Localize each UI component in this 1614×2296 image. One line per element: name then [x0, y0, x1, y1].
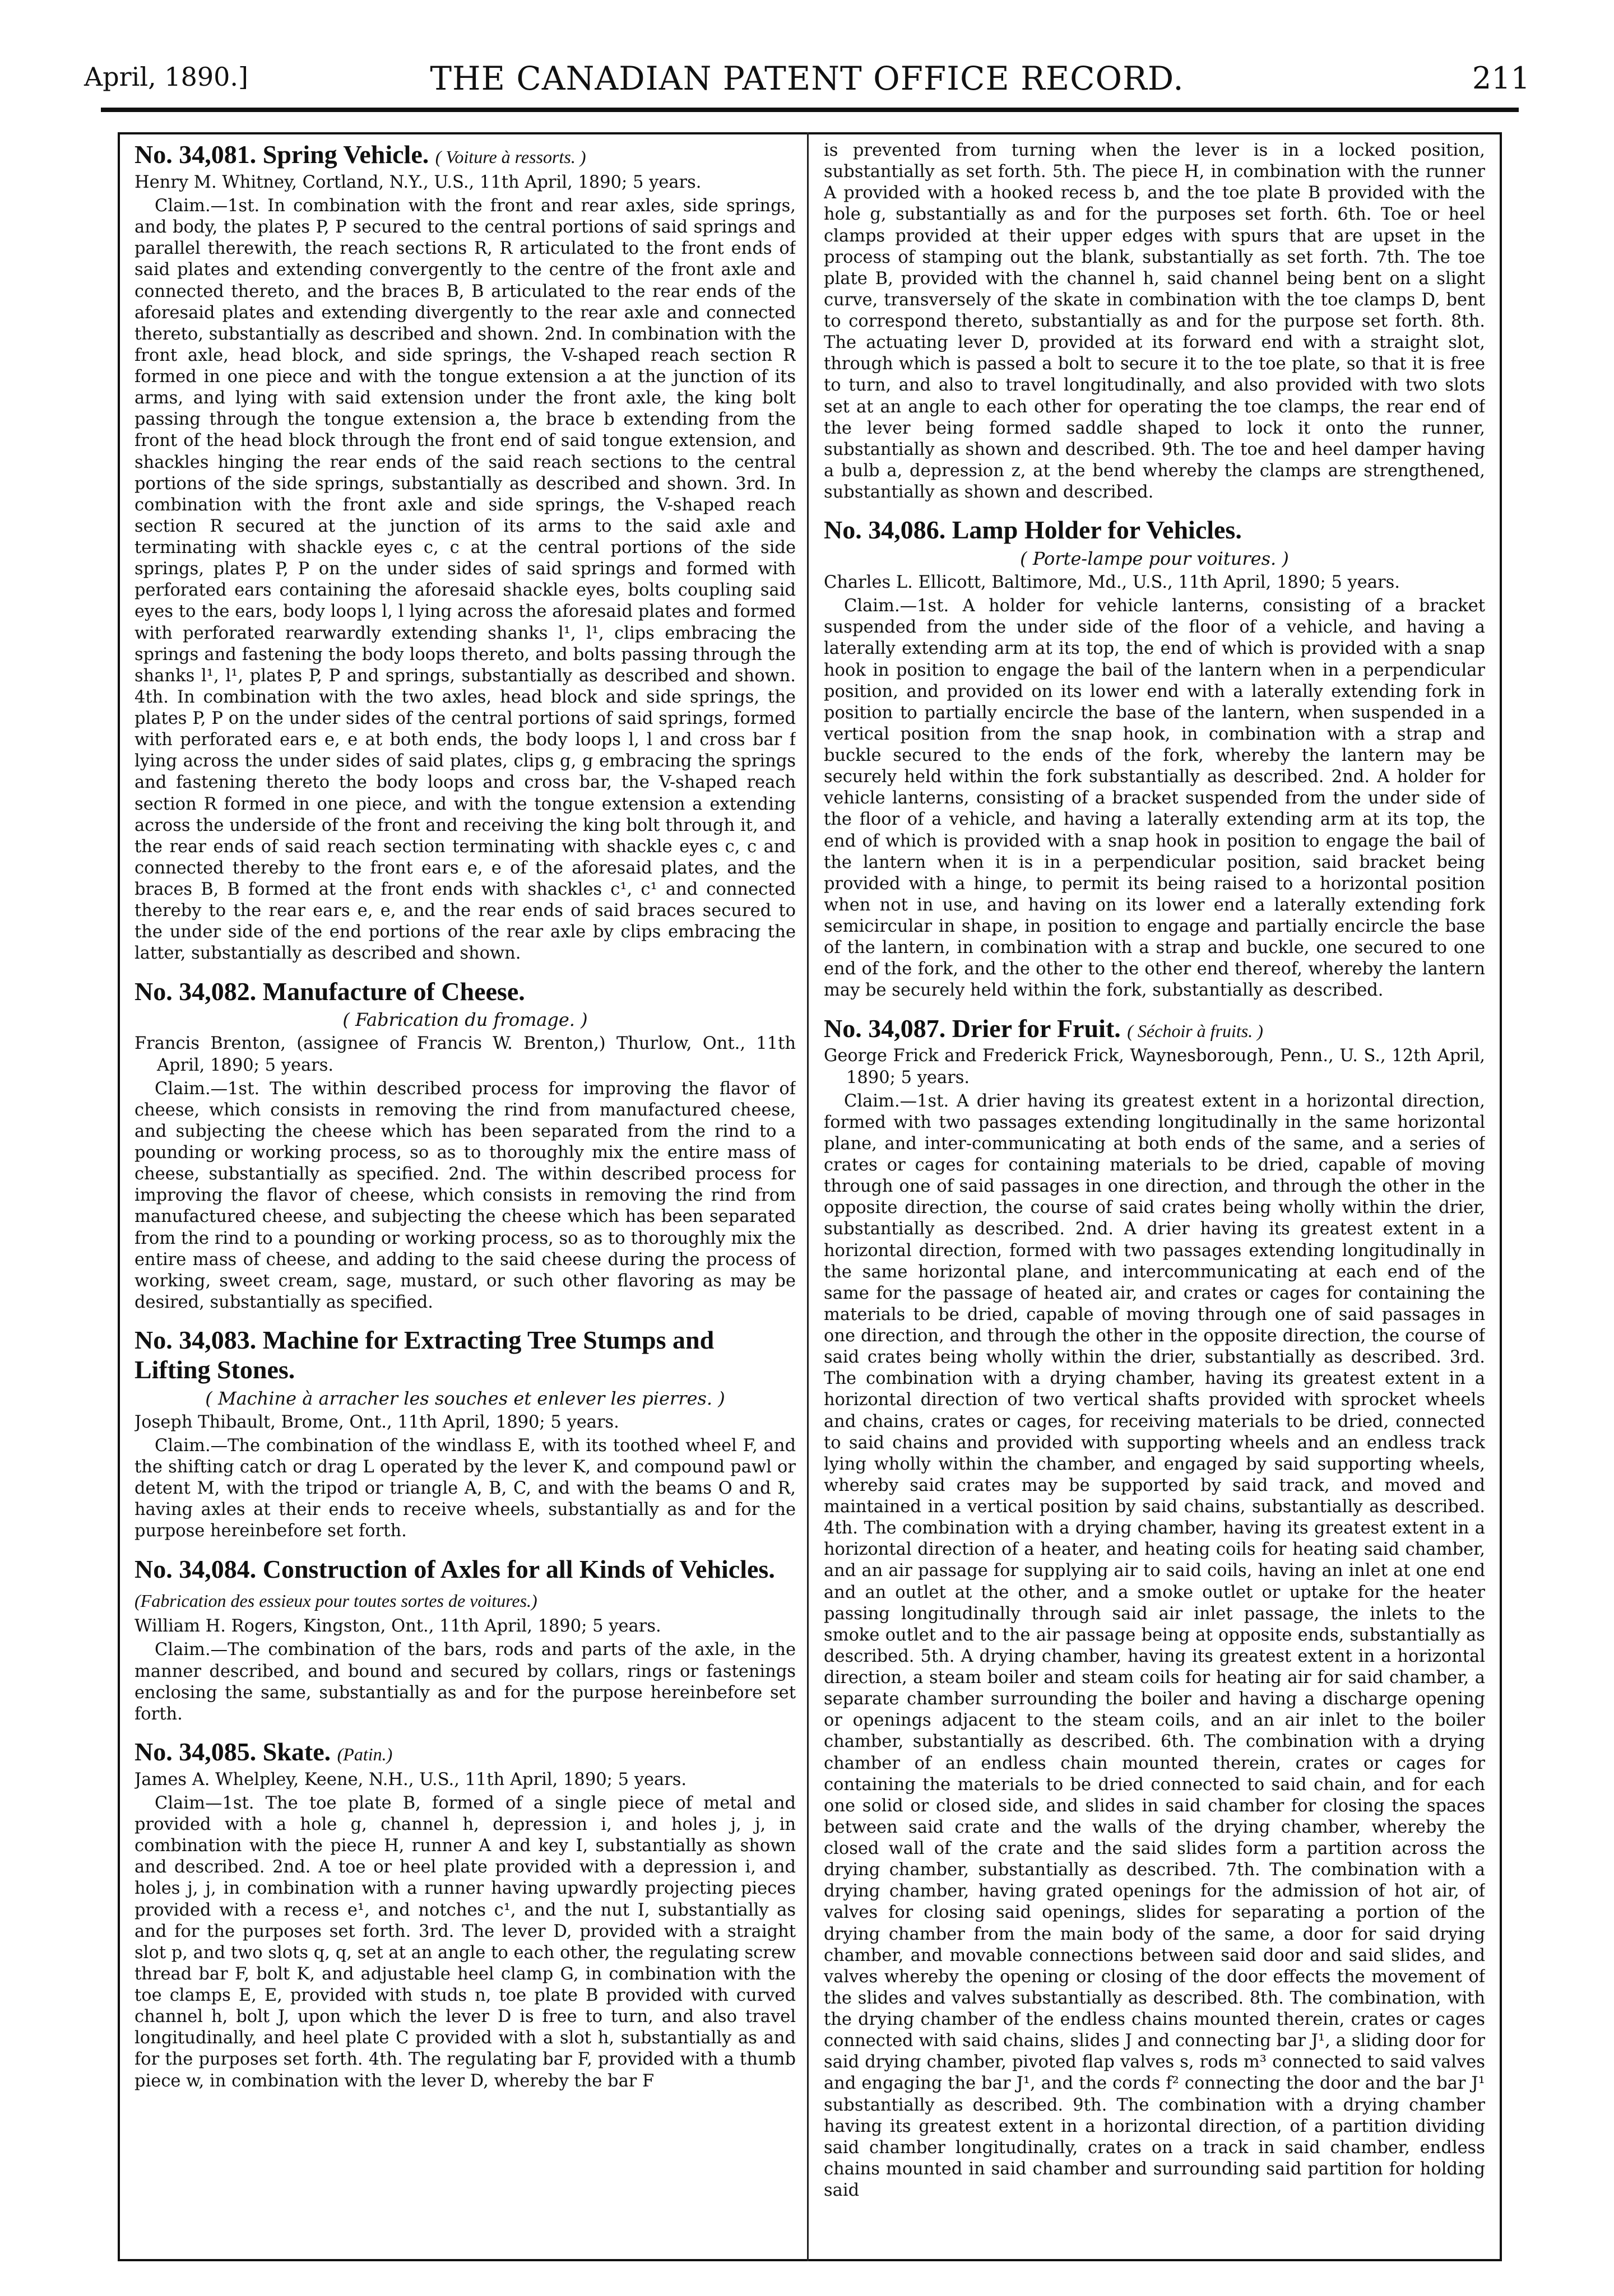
patent-title: Drier for Fruit. — [952, 1014, 1121, 1043]
inventor-line: James A. Whelpley, Keene, N.H., U.S., 11th April, 1890; 5 years. — [134, 1769, 687, 1790]
french-title: ( Fabrication du fromage. ) — [342, 1009, 588, 1031]
french-title: ( Porte-lampe pour voitures. ) — [1020, 548, 1289, 570]
inventor-line: William H. Rogers, Kingston, Ont., 11th April, 1890; 5 years. — [134, 1616, 661, 1637]
claim-text: Claim.—1st. A holder for vehicle lanterns, consisting of a bracket suspended from the under side of the floor of a vehicle, and having a laterally extending arm at its top, the end of which is provided with a snap hook in position to engage the bail of the lantern when in a perpendicular position, and provided on its lower end with a laterally extending fork in position to partially encircle the base of the lantern, when suspended in a vertical position from the snap hook, in combination with a strap and buckle secured to the ends of the fork, whereby the lantern may be securely held within the fork substantially as described. 2nd. A holder for vehicle lanterns, consisting of a bracket suspended from the under side of the floor of a vehicle, and having a laterally extending arm at its top, the end of which is provided with a snap hook in position to engage the bail of the lantern when it is in a perpendicular position, said bracket being provided with a hinge, to permit its being raised to a horizontal position when not in use, and having on its lower end a laterally extending fork semicircular in shape, in position to engage and partially encircle the base of the lantern, in combination with a strap and buckle, one secured to one end of the fork, and the other to the other end thereof, whereby the lantern may be securely held within the fork, substantially as described. — [824, 596, 1485, 1001]
patent-number: No. 34,082. — [134, 977, 257, 1006]
inventor-line: Joseph Thibault, Brome, Ont., 11th April, 1890; 5 years. — [134, 1412, 619, 1432]
patent-number: No. 34,084. — [134, 1554, 257, 1583]
inventor-line: Henry M. Whitney, Cortland, N.Y., U.S., 11th April, 1890; 5 years. — [134, 172, 702, 192]
patent-title: Machine for Extracting Tree Stumps and Lifting Stones. — [134, 1326, 715, 1384]
left-column — [134, 140, 796, 2252]
french-title: ( Séchoir à fruits. ) — [1127, 1020, 1263, 1041]
patent-title: Skate. — [262, 1737, 331, 1766]
inventor-line: Francis Brenton, (assignee of Francis W. Brenton,) Thurlow, Ont., 11th April, 1890; 5 years. — [134, 1034, 796, 1075]
patent-number: No. 34,086. — [824, 515, 946, 545]
entry-heading — [134, 140, 796, 170]
patent-number: No. 34,085. — [134, 1737, 257, 1766]
entry-heading — [134, 977, 796, 1007]
french-title: (Fabrication des essieux pour toutes sortes de voitures.) — [134, 1591, 537, 1611]
patent-entry — [134, 977, 796, 1314]
patent-title: Construction of Axles for all Kinds of Vehicles. — [262, 1554, 775, 1583]
column-divider — [807, 132, 809, 2261]
patent-entry — [824, 1014, 1485, 2202]
entry-heading — [134, 1555, 796, 1614]
page-header — [84, 56, 1530, 101]
claim-text: is prevented from turning when the lever is in a locked position, substantially as set forth. 5th. The piece H, in combination with the runner A provided with a hooked recess b, and the toe plate B provided with the hole g, substantially as and for the purposes set forth. 6th. Toe or heel clamps provided at their upper edges with spurs that are upset in the process of stamping out the blank, substantially as set forth. 7th. The toe plate B, provided with the channel h, said channel being bent on a slight curve, transversely of the skate in combination with the toe clamps D, bent to correspond thereto, substantially as and for the purpose set forth. 8th. The actuating lever D, provided at its forward end with a straight slot, through which is passed a bolt to secure it to the toe plate, so that it is free to turn, and also to travel longitudinally, and also provided with two slots set at an angle to each other for operating the toe clamps, the rear end of the lever being formed saddle shaped to lock it onto the runner, substantially as shown and described. 9th. The toe and heel damper having a bulb a, depression z, at the bend whereby the clamps are strengthened, substantially as shown and described. — [824, 141, 1485, 502]
inventor-line: George Frick and Frederick Frick, Waynesborough, Penn., U. S., 12th April, 1890; 5 years. — [824, 1046, 1485, 1087]
patent-title: Lamp Holder for Vehicles. — [952, 515, 1242, 545]
claim-text: Claim.—The combination of the bars, rods and parts of the axle, in the manner described, and bound and secured by collars, rings or fastenings enclosing the same, substantially as and for the purpose hereinbefore set forth. — [134, 1640, 796, 1724]
claim-text: Claim.—1st. The within described process for improving the flavor of cheese, which consists in removing the rind from manufactured cheese, and subjecting the cheese which has been separated from the rind to a pounding or working process, so as to thoroughly mix the entire mass of cheese, substantially as specified. 2nd. The within described process for improving the flavor of cheese, which consists in removing the rind from manufactured cheese, and subjecting the cheese which has been separated from the rind to a pounding or working process, so as to thoroughly mix the entire mass of cheese, and adding to the said cheese during the process of working, sweet cream, sage, mustard, or such other flavoring as may be desired, substantially as specified. — [134, 1079, 796, 1312]
patent-entry — [134, 1555, 796, 1725]
patent-title: Manufacture of Cheese. — [262, 977, 525, 1006]
right-column — [824, 140, 1485, 2252]
claim-text: Claim.—1st. A drier having its greatest extent in a horizontal direction, formed with two passages extending longitudinally in the same horizontal plane, and inter-communicating at both ends of the same, and a series of crates or cages for containing materials to be dried, capable of moving through one of said passages in one direction, and through the other in the opposite direction, the course of said crates being wholly within the drier, substantially as described. 2nd. A drier having its greatest extent in a horizontal direction, formed with two passages extending longitudinally in the same horizontal plane, and intercommunicating at each end of the same for the passage of heated air, and crates or cages for containing the materials to be dried, capable of moving through one of said passages in one direction, and through the other in the opposite direction, the course of said crates being wholly within the drier, substantially as described. 3rd. The combination with a drying chamber, having its greatest extent in a horizontal direction of two vertical shafts provided with sprocket wheels and chains, crates or cages, for receiving materials to be dried, connected to said chains and provided with supporting wheels and an endless track lying wholly within the chamber, and engaged by said supporting wheels, whereby said crates may be supported by said track, and moved and maintained in a vertical position by said chains, substantially as described. 4th. The combination with a drying chamber, having its greatest extent in a horizontal direction of a heater, and heating coils for heating said chamber, and an air passage for supplying air to said coils, having an inlet at one end and an outlet at the other, and a smoke outlet or uptake for the heater passing longitudinally through said air inlet passage, the inlets to the smoke outlet and to the air passage being at opposite ends, substantially as described. 5th. A drying chamber, having its greatest extent in a horizontal direction, a steam boiler and steam coils for heating air for said chamber, a separate chamber surrounding the boiler and having a discharge opening or openings adjacent to the steam coils, and an air inlet to the boiler chamber, substantially as described. 6th. The combination with a drying chamber of an endless chain mounted therein, crates or cages for containing the materials to be dried connected to said chain, and for each one solid or closed side, and slides in said chamber for closing the spaces between said crate and the walls of the drying chamber, whereby the closed wall of the crate and the said slides form a partition across the drying chamber, substantially as described. 7th. The combination with a drying chamber, having grated openings for the admission of hot air, of valves for closing said openings, slides for separating a portion of the drying chamber from the main body of the same, a door for said drying chamber, and movable connections between said door and said slides, and valves whereby the opening or closing of the door effects the movement of the slides and valves substantially as described. 8th. The combination, with the drying chamber of the endless chains mounted therein, crates or cages connected with said chains, slides J and connecting bar J¹, a sliding door for said drying chamber, pivoted flap valves s, rods m³ connected to said valves and engaging the bar J¹, and the cords f² connecting the door and the bar J¹ substantially as described. 9th. The combination with a drying chamber having its greatest extent in a horizontal direction, of a partition dividing said chamber longitudinally, crates on a track in said chamber, endless chains mounted in said chamber and surrounding said partition for holding said — [824, 1091, 1485, 2201]
patent-number: No. 34,087. — [824, 1014, 946, 1043]
patent-number: No. 34,081. — [134, 140, 257, 169]
entry-heading — [134, 1737, 796, 1767]
entry-heading — [134, 1326, 796, 1385]
header-date: April, 1890.] — [84, 62, 248, 92]
page-number: 211 — [1472, 61, 1530, 96]
claim-text: Claim.—The combination of the windlass E, with its toothed wheel F, and the shifting catch or drag L operated by the lever K, and compound pawl or detent M, with the tripod or triangle A, B, C, and with the beams O and R, having axles at their ends to receive wheels, substantially as and for the purpose hereinbefore set forth. — [134, 1435, 796, 1541]
patent-entry-continued — [824, 140, 1485, 503]
header-title: THE CANADIAN PATENT OFFICE RECORD. — [430, 59, 1184, 97]
french-title: (Patin.) — [337, 1744, 393, 1764]
patent-entry — [134, 1326, 796, 1542]
inventor-line: Charles L. Ellicott, Baltimore, Md., U.S., 11th April, 1890; 5 years. — [824, 573, 1400, 593]
header-rule — [101, 108, 1519, 112]
claim-text: Claim.—1st. In combination with the front and rear axles, side springs, and body, the plates P, P secured to the central portions of said springs and parallel therewith, the reach sections R, R articulated to the front ends of said plates and extending convergently to the centre of the front axle and connected thereto, and the braces B, B articulated to the rear ends of the aforesaid plates and extending divergently to the rear axle and connected thereto, substantially as described and shown. 2nd. In combination with the front axle, head block, and side springs, the V-shaped reach section R formed in one piece and with the tongue extension a at the junction of its arms, and lying with said extension under the front axle, the king bolt passing through the tongue extension a, the brace b extending from the front of the head block through the front end of said tongue extension, and shackles hinging the rear ends of the said reach sections to the central portions of the side springs, substantially as described and shown. 3rd. In combination with the front axle and side springs, the V-shaped reach section R secured at the junction of its arms to the said axle and terminating with shackle eyes c, c at the central portions of the side springs, plates P, P on the under sides of said springs and formed with perforated ears containing the aforesaid shackle eyes, bolts coupling said eyes to the ears, body loops l, l lying across the aforesaid plates and formed with perforated rearwardly extending shanks l¹, l¹, clips embracing the springs and fastening the body loops thereto, and bolts passing through the shanks l¹, l¹, plates P, P and springs, substantially as described and shown. 4th. In combination with the two axles, head block and side springs, the plates P, P on the under sides of the central portions of said springs, formed with perforated ears e, e at both ends, the body loops l, l and cross bar f lying across the under sides of said plates, clips g, g embracing the springs and fastening thereto the body loops and cross bar, the V-shaped reach section R formed in one piece, and with the tongue extension a extending across the underside of the front and receiving the king bolt through it, and the rear ends of said reach section terminating with shackle eyes c, c and connected thereby to the front ears e, e of the aforesaid plates, and the braces B, B formed at the front ends with shackles c¹, c¹ and connected thereby to the rear ears e, e, and the rear ends of said braces secured to the under side of the end portions of the rear axle by clips embracing the latter, substantially as described and shown. — [134, 196, 796, 964]
patent-entry — [134, 1737, 796, 2092]
french-title: ( Voiture à ressorts. ) — [435, 147, 586, 167]
entry-heading — [824, 515, 1485, 545]
french-title: ( Machine à arracher les souches et enlever les pierres. ) — [205, 1387, 725, 1409]
patent-number: No. 34,083. — [134, 1326, 257, 1355]
patent-entry — [824, 515, 1485, 1001]
patent-entry — [134, 140, 796, 965]
patent-title: Spring Vehicle. — [262, 140, 429, 169]
entry-heading — [824, 1014, 1485, 1044]
claim-text: Claim—1st. The toe plate B, formed of a single piece of metal and provided with a hole g, channel h, depression i, and holes j, j, in combination with the piece H, runner A and key I, substantially as shown and described. 2nd. A toe or heel plate provided with a depression i, and holes j, j, in combination with a runner having upwardly projecting pieces provided with a recess e¹, and notches c¹, and the nut I, substantially as and for the purposes set forth. 3rd. The lever D, provided with a straight slot p, and two slots q, q, set at an angle to each other, the regulating screw thread bar F, bolt K, and adjustable heel clamp G, in combination with the toe clamps E, E, provided with studs n, toe plate B provided with curved channel h, bolt J, upon which the lever D is free to turn, and also travel longitudinally, and heel plate C provided with a slot h, substantially as and for the purposes set forth. 4th. The regulating bar F, provided with a thumb piece w, in combination with the lever D, whereby the bar F — [134, 1793, 796, 2091]
